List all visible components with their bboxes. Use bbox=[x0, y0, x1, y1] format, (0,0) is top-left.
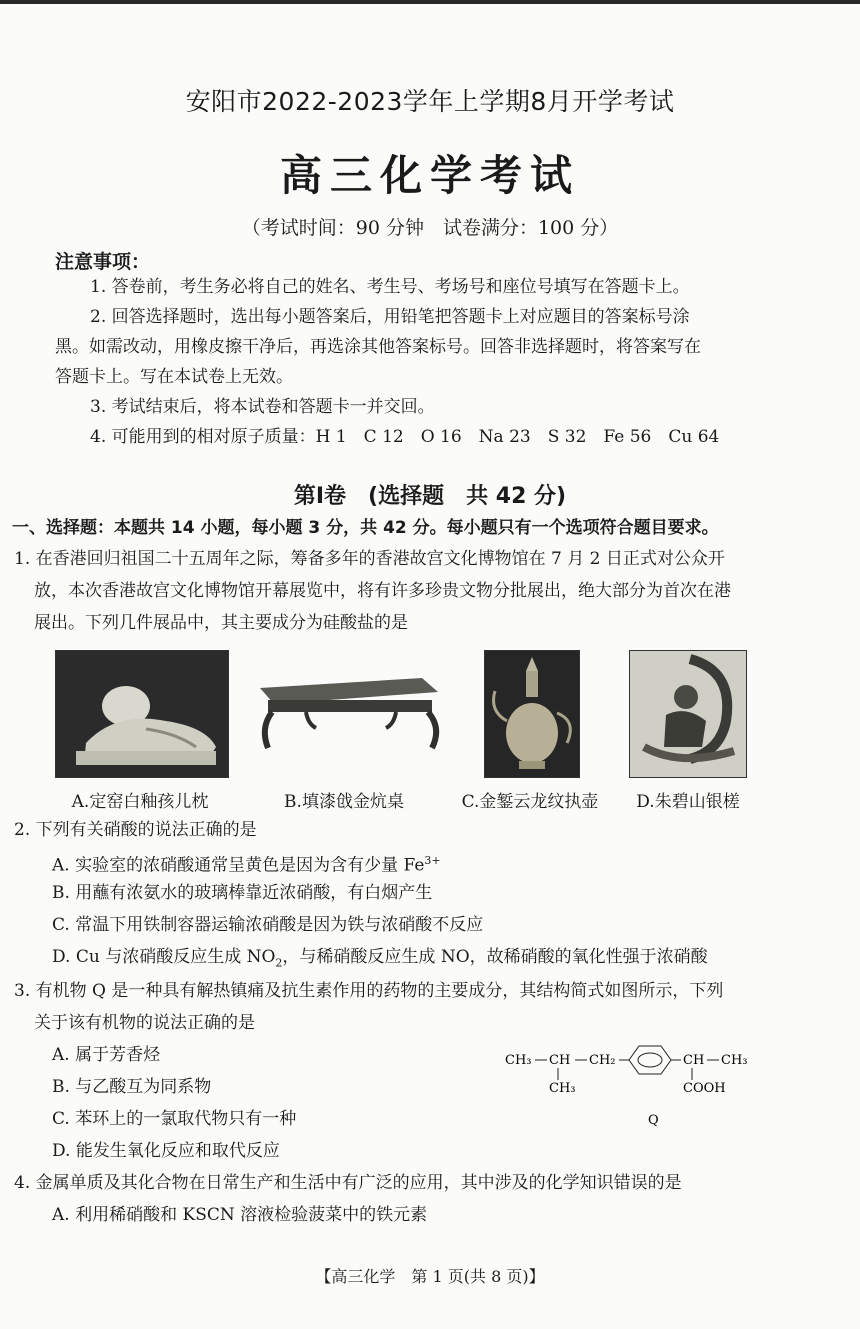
structural-formula-q bbox=[505, 1040, 765, 1130]
top-border bbox=[0, 0, 860, 4]
q3-option-c: C. 苯环上的一氯取代物只有一种 bbox=[52, 1109, 297, 1129]
formula-label: Q bbox=[648, 1113, 659, 1128]
q2-option-d: D. Cu 与浓硝酸反应生成 $NO_2$，与稀硝酸反应生成 NO，故稀硝酸的氧化性强于浓硝酸 bbox=[52, 947, 708, 970]
q3-option-b: B. 与乙酸互为同系物 bbox=[52, 1077, 212, 1097]
formula-ch3-right: CH₃ bbox=[721, 1053, 748, 1068]
notice-item-4: 4. 可能用到的相对原子质量：H 1 C 12 O 16 Na 23 S 32 Fe 56 Cu 64 bbox=[90, 427, 720, 447]
q1-line-2: 放，本次香港故宫文化博物馆开幕展览中，将有许多珍贵文物分批展出，绝大部分为首次在港 bbox=[34, 581, 731, 601]
q1-option-b: B.填漆戗金炕桌 bbox=[284, 792, 404, 812]
formula-ch-right: CH bbox=[683, 1053, 705, 1068]
q3-line-2: 关于该有机物的说法正确的是 bbox=[34, 1013, 255, 1033]
q2-option-c: C. 常温下用铁制容器运输浓硝酸是因为铁与浓硝酸不反应 bbox=[52, 915, 484, 935]
page-footer: 【高三化学 第 1 页(共 8 页)】 bbox=[315, 1267, 545, 1286]
photo-porcelain-pillow bbox=[55, 650, 229, 778]
notice-heading: 注意事项： bbox=[55, 251, 151, 273]
q1-line-3: 展出。下列几件展品中，其主要成分为硅酸盐的是 bbox=[34, 613, 408, 633]
page-title: 高三化学考试 bbox=[279, 151, 580, 200]
q2-option-b: B. 用蘸有浓氨水的玻璃棒靠近浓硝酸，有白烟产生 bbox=[52, 883, 433, 903]
q1-option-c: C.金錾云龙纹执壶 bbox=[461, 792, 599, 812]
q3-option-a: A. 属于芳香烃 bbox=[52, 1045, 161, 1065]
q1-option-d: D.朱碧山银槎 bbox=[636, 792, 740, 812]
q1-option-a: A.定窑白釉孩儿枕 bbox=[71, 792, 209, 812]
time-info: （考试时间：90 分钟 试卷满分：100 分） bbox=[241, 217, 619, 239]
notice-item-3: 3. 考试结束后，将本试卷和答题卡一并交回。 bbox=[90, 397, 435, 417]
section-title: 第Ⅰ卷 (选择题 共 42 分) bbox=[293, 484, 567, 509]
q3-option-d: D. 能发生氧化反应和取代反应 bbox=[52, 1141, 280, 1161]
benzene-ring bbox=[629, 1046, 671, 1074]
photo-gold-ewer bbox=[484, 650, 580, 778]
formula-ch3-branch: CH₃ bbox=[549, 1081, 576, 1096]
notice-item-2a: 2. 回答选择题时，选出每小题答案后，用铅笔把答题卡上对应题目的答案标号涂 bbox=[90, 307, 690, 327]
notice-item-2b: 黑。如需改动，用橡皮擦干净后，再选涂其他答案标号。回答非选择题时，将答案写在 bbox=[55, 337, 701, 357]
q4-option-a: A. 利用稀硝酸和 KSCN 溶液检验菠菜中的铁元素 bbox=[52, 1205, 428, 1225]
q2-option-a: A. 实验室的浓硝酸通常呈黄色是因为含有少量 $Fe^{3+}$ bbox=[52, 854, 441, 876]
formula-ch2: CH₂ bbox=[589, 1053, 616, 1068]
section-intro: 一、选择题：本题共 14 小题，每小题 3 分，共 42 分。每小题只有一个选项符合题目要求。 bbox=[12, 518, 719, 538]
formula-cooh: COOH bbox=[683, 1081, 726, 1096]
q2-stem: 2. 下列有关硝酸的说法正确的是 bbox=[14, 820, 257, 840]
notice-item-2c: 答题卡上。写在本试卷上无效。 bbox=[55, 367, 293, 387]
photo-silver-raft bbox=[629, 650, 747, 778]
photo-lacquer-table bbox=[246, 668, 442, 754]
notice-item-1: 1. 答卷前，考生务必将自己的姓名、考生号、考场号和座位号填写在答题卡上。 bbox=[90, 277, 690, 297]
formula-ch3-left: CH₃ bbox=[505, 1053, 532, 1068]
q4-stem: 4. 金属单质及其化合物在日常生产和生活中有广泛的应用，其中涉及的化学知识错误的是 bbox=[14, 1173, 682, 1193]
q3-line-1: 3. 有机物 Q 是一种具有解热镇痛及抗生素作用的药物的主要成分，其结构简式如图所示，下列 bbox=[14, 981, 724, 1001]
formula-ch: CH bbox=[549, 1053, 571, 1068]
exam-name: 安阳市2022-2023学年上学期8月开学考试 bbox=[185, 87, 675, 116]
q1-line-1: 1. 在香港回归祖国二十五周年之际，筹备多年的香港故宫文化博物馆在 7 月 2 日正式对公众开 bbox=[14, 549, 725, 569]
